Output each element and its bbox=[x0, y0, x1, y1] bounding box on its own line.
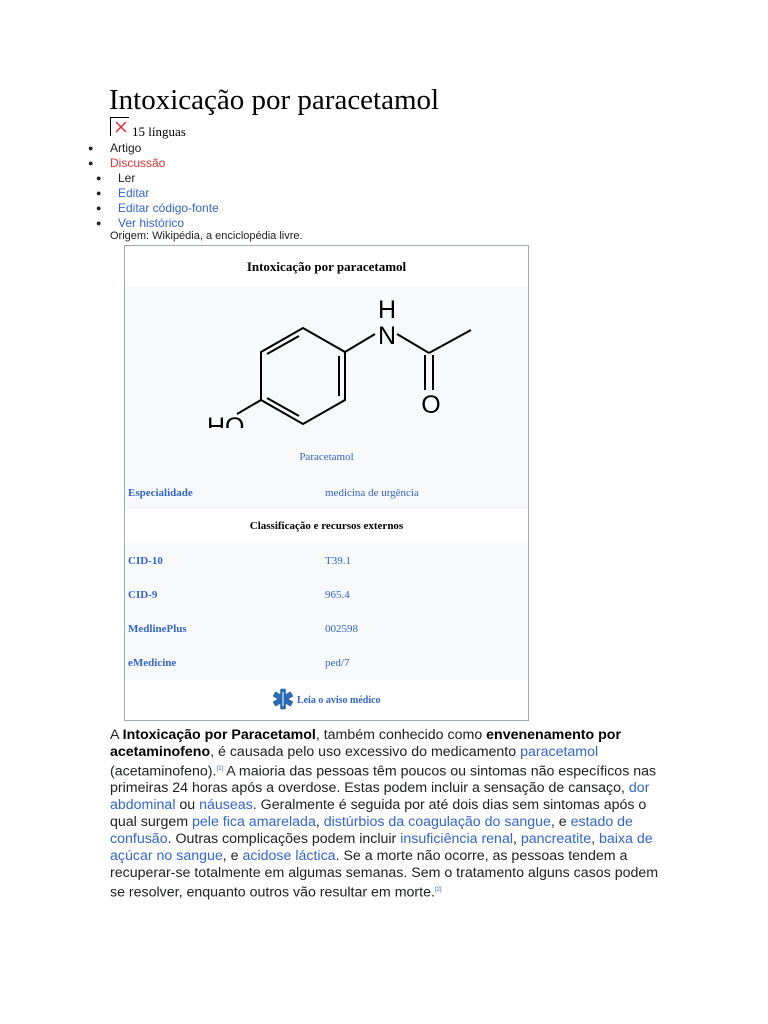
table-row bbox=[125, 555, 528, 575]
site-subtitle: Origem: Wikipédia, a enciclopédia livre. bbox=[110, 230, 303, 242]
oxygen-label: O bbox=[421, 391, 441, 419]
reference-link[interactable]: [2] bbox=[434, 886, 442, 893]
tab-history[interactable]: ● Ver histórico bbox=[96, 216, 185, 230]
row-value-link[interactable]: 965.4 bbox=[325, 589, 350, 601]
bullet-icon: ● bbox=[96, 203, 102, 213]
bullet-icon: ● bbox=[88, 158, 94, 168]
medical-disclaimer bbox=[125, 680, 528, 720]
link-coagulation[interactable]: distúrbios da coagulação do sangue bbox=[323, 814, 551, 831]
specialty-row bbox=[125, 487, 528, 507]
link-jaundice[interactable]: pele fica amarelada bbox=[192, 814, 316, 831]
link-abdominal-pain[interactable]: dor abdominal bbox=[110, 780, 650, 814]
paracetamol-structure-image[interactable] bbox=[125, 286, 528, 428]
bullet-icon: ● bbox=[96, 218, 102, 228]
infobox-title: Intoxicação por paracetamol bbox=[125, 246, 528, 286]
tab-discussion[interactable]: ● Discussão bbox=[88, 156, 166, 170]
row-key-link[interactable]: MedlinePlus bbox=[128, 623, 187, 635]
tab-edit[interactable]: ● Editar bbox=[96, 186, 150, 200]
link-confusion[interactable]: estado de confusão bbox=[110, 814, 633, 848]
row-value-link[interactable]: 002598 bbox=[325, 623, 358, 635]
image-caption-link[interactable]: Paracetamol bbox=[299, 451, 354, 463]
row-key-link[interactable]: CID-9 bbox=[128, 589, 158, 601]
link-pancreatitis[interactable]: pancreatite bbox=[520, 831, 592, 848]
broken-image-icon bbox=[110, 117, 129, 136]
bold-term: envenenamento por acetaminofeno bbox=[110, 727, 621, 760]
bullet-icon: ● bbox=[96, 173, 102, 183]
link-hypoglycemia[interactable]: baixa de açúcar no sangue bbox=[110, 831, 653, 865]
link-nausea[interactable]: náuseas bbox=[199, 797, 253, 814]
specialty-key-link[interactable]: Especialidade bbox=[128, 487, 193, 499]
classification-header: Classificação e recursos externos bbox=[125, 509, 528, 543]
specialty-value-link[interactable]: medicina de urgência bbox=[325, 487, 419, 499]
tab-edit-source[interactable]: ● Editar código-fonte bbox=[96, 201, 219, 215]
table-row bbox=[125, 589, 528, 609]
article-lead-paragraph: A Intoxicação por Paracetamol, também conhecido como envenenamento por acetaminofeno, é causada pelo uso excessivo do medicamento paracetamol (acetaminofeno).[1] A maioria das pessoas têm poucos ou sintomas não específicos nas primeiras 24 horas após a overdose. Estas podem incluir a sensação de cansaço, dor abdominal ou náuseas. Geralmente é seguida por até dois dias sem sintomas após o qual surgem pele fica amarelada, distúrbios da coagulação do sangue, e estado de confusão. Outras complicações podem incluir insuficiência renal, pancreatite, baixa de açúcar no sangue, e acidose láctica. Se a morte não ocorre, as pessoas tendem a recuperar-se totalmente em algumas semanas. Sem o tratamento alguns casos podem se resolver, enquanto outros vão resultar em morte.[2] bbox=[110, 727, 659, 901]
language-count[interactable]: 15 línguas bbox=[132, 124, 186, 139]
row-value-link[interactable]: T39.1 bbox=[325, 555, 351, 567]
link-lactic-acidosis[interactable]: acidose láctica bbox=[242, 848, 336, 865]
row-value-link[interactable]: ped/7 bbox=[325, 657, 350, 669]
table-row bbox=[125, 657, 528, 677]
bullet-icon: ● bbox=[88, 143, 94, 153]
hydrogen-label: H bbox=[377, 296, 397, 324]
bold-term: Intoxicação por Paracetamol bbox=[122, 727, 316, 743]
infobox bbox=[124, 245, 529, 721]
molecule-diagram bbox=[125, 286, 528, 428]
link-paracetamol[interactable]: paracetamol bbox=[520, 743, 599, 760]
table-row bbox=[125, 623, 528, 643]
row-key-link[interactable]: CID-10 bbox=[128, 555, 163, 567]
page-title: Intoxicação por paracetamol bbox=[109, 84, 440, 116]
tab-article[interactable]: ● Artigo bbox=[88, 141, 142, 155]
link-renal-failure[interactable]: insuficiência renal bbox=[400, 831, 513, 848]
nitrogen-label: N bbox=[377, 322, 397, 350]
row-key-link[interactable]: eMedicine bbox=[128, 657, 177, 669]
tab-read[interactable]: ● Ler bbox=[96, 171, 136, 185]
medical-disclaimer-link[interactable]: Leia o aviso médico bbox=[296, 694, 381, 706]
star-of-life-icon bbox=[272, 688, 294, 710]
hydroxyl-label: HO bbox=[207, 413, 245, 428]
reference-link[interactable]: [1] bbox=[216, 765, 224, 772]
bullet-icon: ● bbox=[96, 188, 102, 198]
